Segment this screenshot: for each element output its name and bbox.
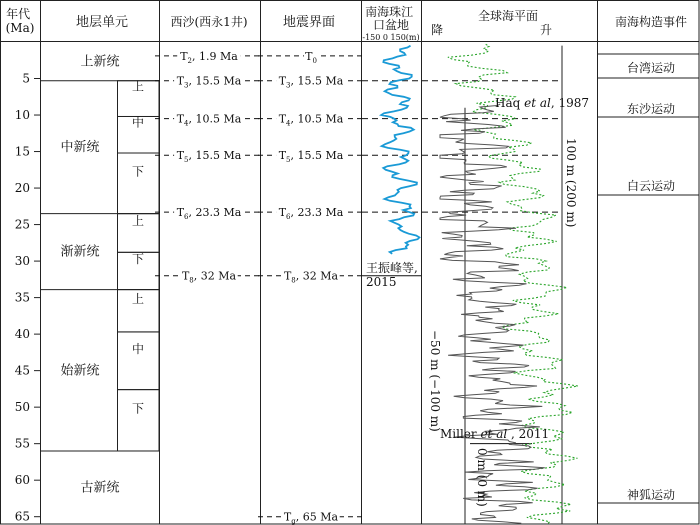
header-pearl-line2: 口盆地	[372, 18, 410, 32]
stage-cell	[118, 332, 160, 390]
seismic-horizons	[258, 48, 362, 525]
event-label: 白云运动	[626, 179, 676, 193]
stage-label: 中	[131, 341, 145, 356]
age-tick-label: 65	[14, 509, 30, 524]
horizon-age: , 10.5 Ma	[290, 112, 344, 126]
age-tick-label: 30	[14, 254, 30, 269]
series-label: 始新统	[60, 363, 100, 379]
age-tick-label: 50	[14, 400, 30, 415]
header-rise: 升	[539, 23, 553, 37]
horizon-symbol: T	[176, 206, 185, 220]
haq-citation	[495, 96, 589, 110]
events-column	[597, 54, 699, 503]
stage-label: 下	[131, 251, 145, 266]
horizon-symbol: T	[305, 49, 313, 63]
header-seismic: 地震界面	[282, 15, 336, 30]
event-label: 东沙运动	[626, 102, 676, 116]
miller-curve	[440, 104, 545, 523]
outer-frame	[1, 1, 700, 525]
header-pearl-scale: -150 0 150(m)	[362, 33, 420, 42]
horizon-subscript: 6	[184, 213, 189, 222]
horizon-symbol: T	[278, 149, 287, 163]
header-events: 南海构造事件	[614, 15, 688, 29]
haq-citation-etal: et al	[524, 96, 551, 110]
stage-label: 上	[131, 213, 145, 228]
wang-citation	[366, 260, 422, 289]
horizon-subscript: g	[291, 517, 296, 525]
horizon-age: , 65 Ma	[295, 510, 339, 524]
horizon-symbol: T	[283, 510, 292, 524]
wang-line2: 2015	[366, 275, 397, 289]
horizon-symbol: T	[176, 74, 185, 88]
wang-line1: 王振峰等,	[366, 261, 418, 275]
series-label: 上新统	[80, 54, 120, 70]
miller-low-label: −50 m (−100 m)	[428, 330, 442, 432]
horizon-subscript: 0	[312, 56, 317, 65]
header-fall: 降	[430, 23, 444, 37]
horizon-subscript: 4	[184, 119, 189, 128]
stage-cell	[118, 390, 160, 451]
horizon-symbol: T	[176, 149, 185, 163]
horizon-symbol: T	[180, 49, 188, 63]
miller-zero-label: 0 m (0 m)	[475, 448, 489, 507]
event-label: 台湾运动	[626, 61, 676, 75]
horizon-age: , 15.5 Ma	[290, 149, 344, 163]
horizon-age: , 32 Ma	[295, 269, 339, 283]
haq-scale-label: 100 m (200 m)	[564, 138, 578, 228]
horizon-age: , 10.5 Ma	[188, 112, 242, 126]
horizon-subscript: 4	[286, 119, 291, 128]
stage-label: 上	[131, 79, 145, 94]
header-age-line2: (Ma)	[5, 21, 35, 35]
horizon-age: , 15.5 Ma	[188, 149, 242, 163]
stage-column	[118, 79, 160, 451]
stage-label: 上	[131, 291, 145, 306]
series-label: 渐新统	[60, 244, 100, 260]
horizon-symbol: T	[181, 269, 190, 283]
haq-citation-year: , 1987	[550, 96, 590, 110]
age-tick-label: 35	[14, 290, 30, 305]
age-tick-label: 45	[14, 363, 30, 378]
age-tick-label: 10	[14, 108, 30, 123]
header-age-line1: 年代	[6, 7, 31, 21]
horizon-subscript: 3	[286, 81, 291, 90]
horizon-symbol: T	[283, 269, 292, 283]
horizon-age: , 15.5 Ma	[290, 74, 344, 88]
age-tick-label: 55	[14, 436, 30, 451]
header-xisha: 西沙(西永1井)	[170, 15, 248, 29]
miller-citation-year: , 2011	[507, 427, 550, 441]
haq-citation-author: Haq	[495, 96, 525, 110]
horizon-symbol: T	[278, 206, 287, 220]
age-tick-label: 20	[14, 181, 30, 196]
horizon-subscript: 5	[286, 156, 291, 165]
header-age	[6, 6, 35, 35]
haq-curve	[448, 44, 578, 524]
miller-citation	[440, 427, 549, 441]
horizon-subscript: 3	[184, 81, 189, 90]
horizon-age: , 1.9 Ma	[192, 49, 238, 63]
age-tick-label: 60	[14, 473, 30, 488]
miller-citation-author: Miller	[440, 427, 481, 441]
horizon-symbol: T	[176, 112, 185, 126]
horizon-age: , 23.3 Ma	[290, 206, 344, 220]
age-tick-label: 25	[14, 217, 30, 232]
horizon-age: , 23.3 Ma	[188, 206, 242, 220]
age-axis	[15, 72, 40, 524]
horizon-subscript: 8	[189, 276, 194, 285]
stage-label: 中	[131, 115, 145, 130]
horizon-age: , 15.5 Ma	[188, 74, 242, 88]
horizon-subscript: 2	[187, 56, 192, 65]
series-label: 中新统	[60, 140, 100, 156]
horizon-subscript: 6	[286, 213, 291, 222]
event-label: 神狐运动	[626, 488, 676, 502]
horizon-age: , 32 Ma	[193, 269, 237, 283]
age-tick-label: 5	[22, 71, 30, 86]
series-label: 古新统	[80, 480, 120, 496]
age-tick-label: 15	[14, 144, 30, 159]
horizon-subscript: 5	[184, 156, 189, 165]
stage-cell	[118, 153, 160, 214]
header-unit: 地层单元	[75, 15, 129, 30]
age-tick-label: 40	[14, 327, 30, 342]
header-sea: 全球海平面	[477, 9, 539, 23]
xisha-horizons	[155, 48, 262, 285]
header-pearl-line1: 南海珠江	[365, 5, 414, 19]
horizon-symbol: T	[278, 112, 287, 126]
miller-citation-etal: et al	[480, 427, 508, 441]
stage-label: 下	[131, 164, 145, 179]
stage-label: 下	[131, 401, 145, 416]
horizon-subscript: 8	[291, 276, 296, 285]
pearl-curve	[381, 46, 419, 254]
horizon-symbol: T	[278, 74, 287, 88]
header-pearl	[365, 4, 417, 32]
